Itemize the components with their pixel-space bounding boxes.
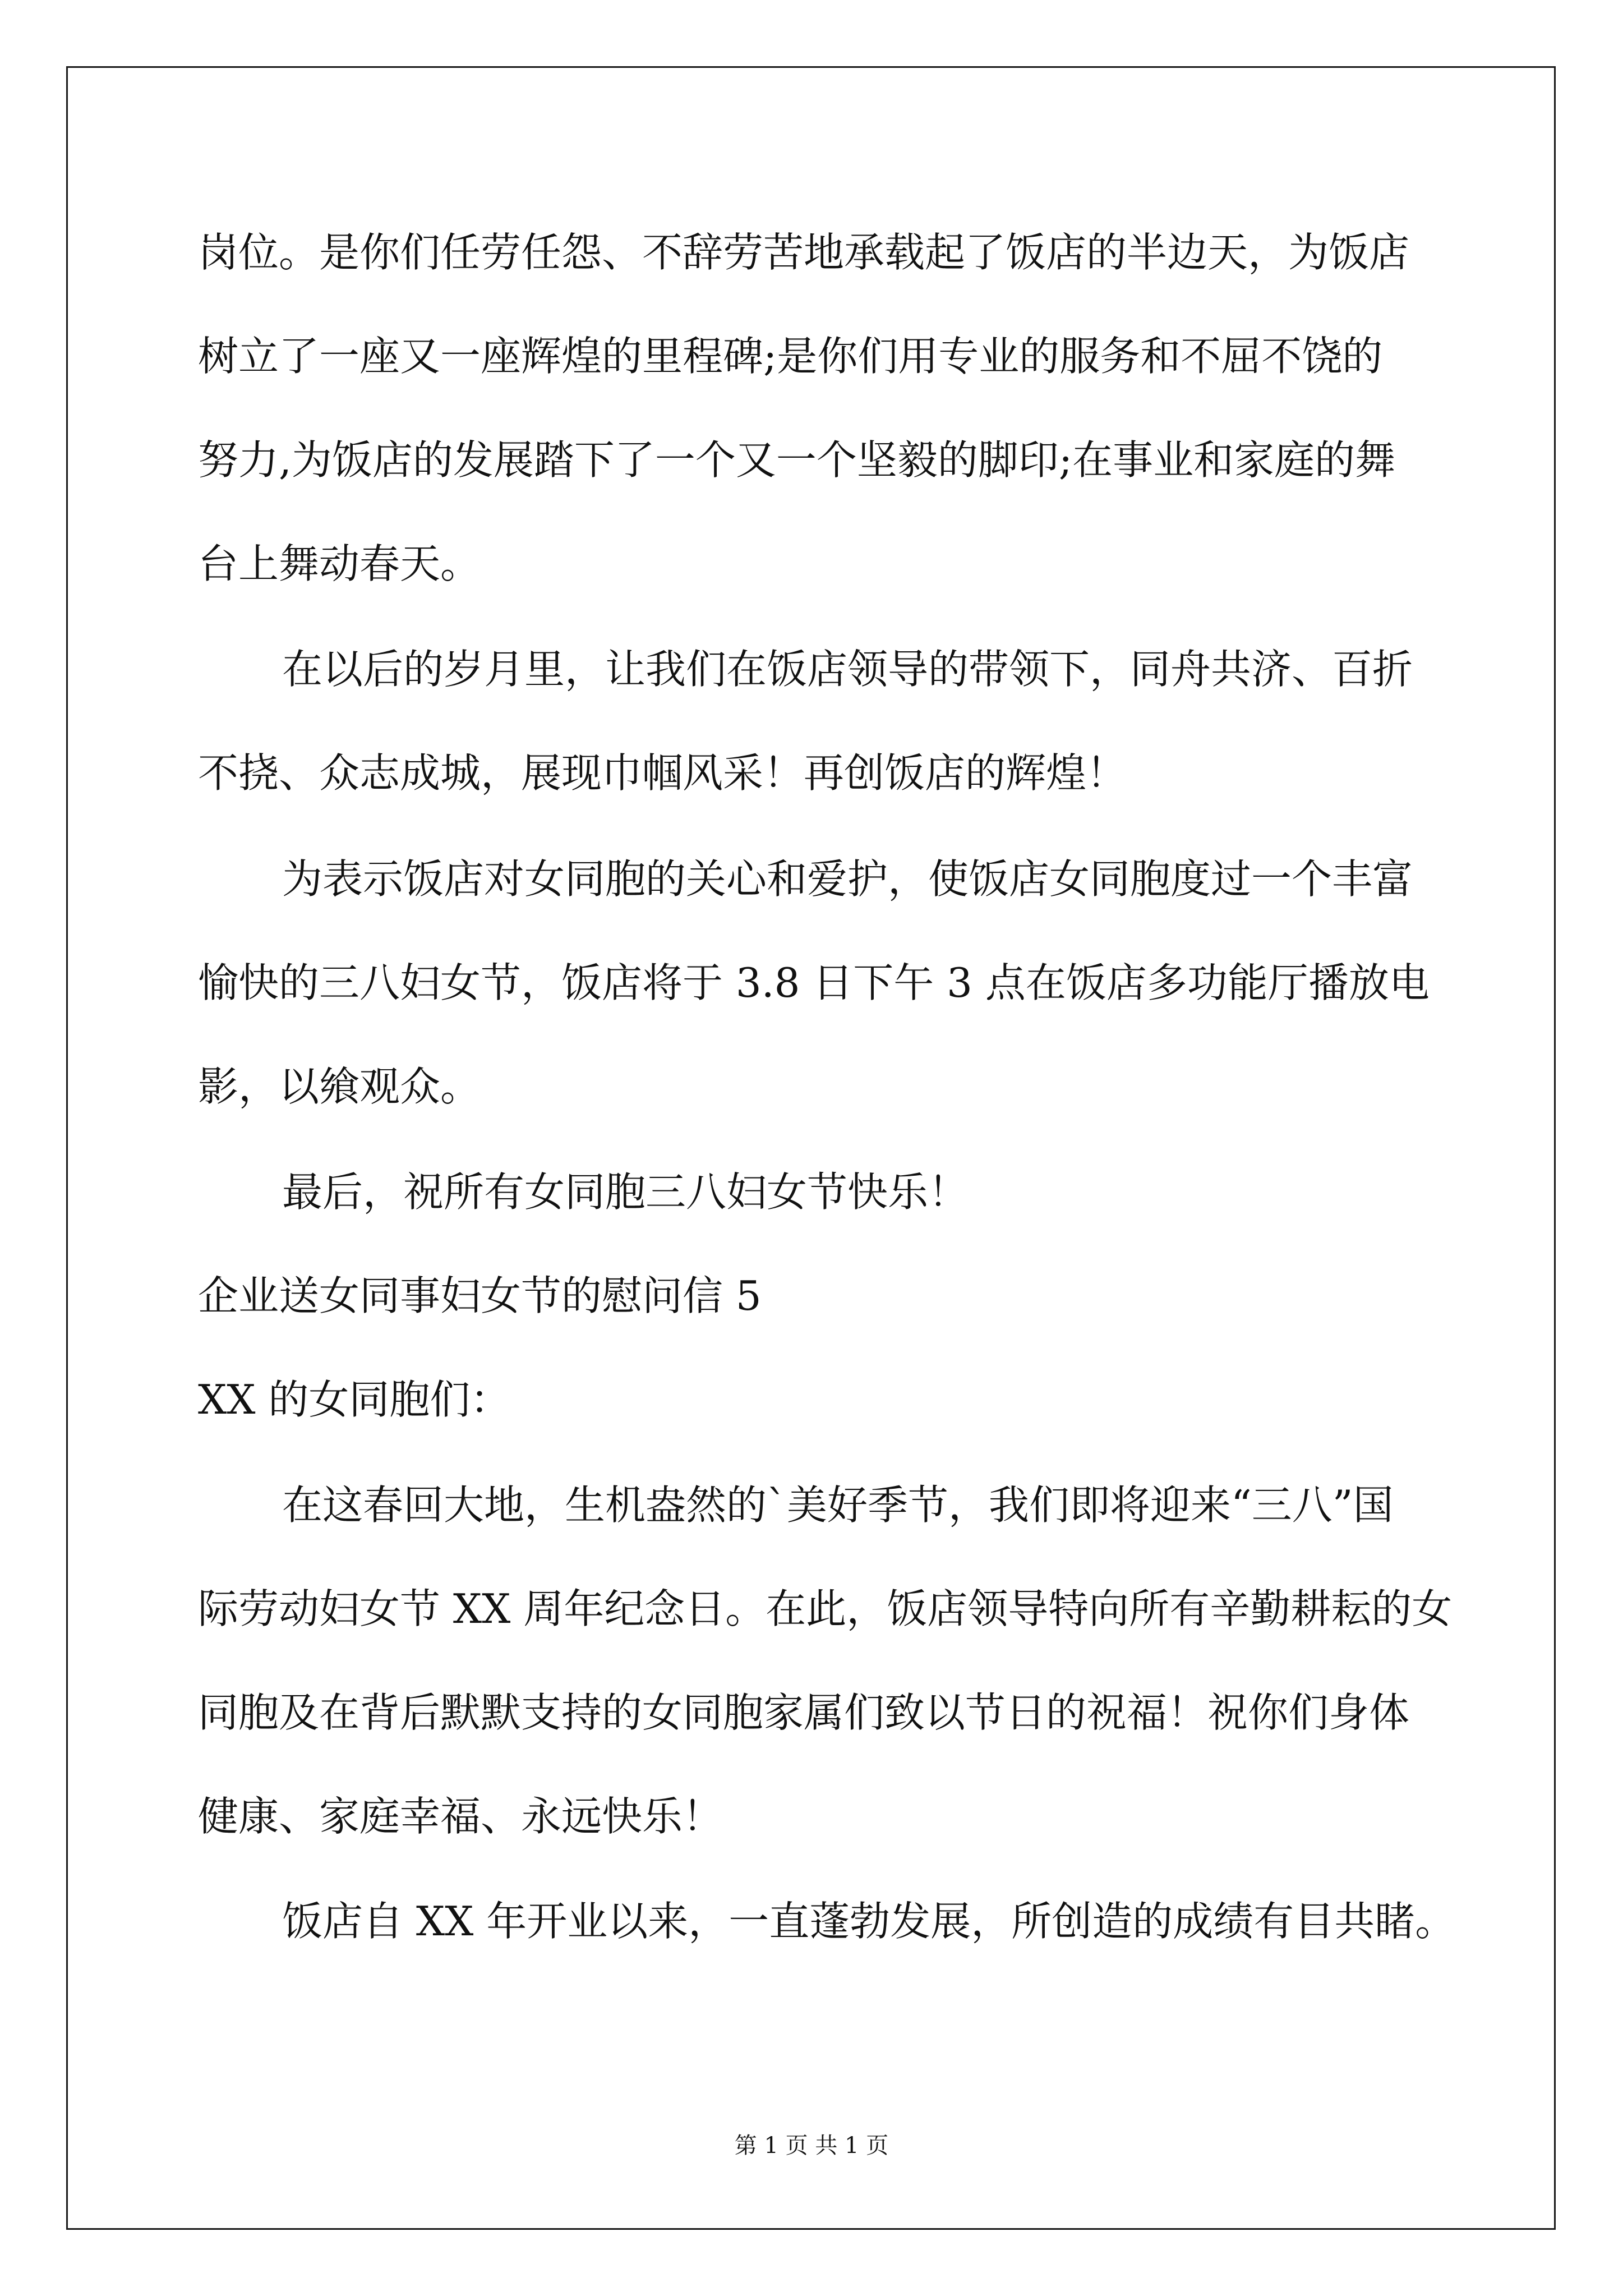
paragraph-start-line: 最后，祝所有女同胞三八妇女节快乐！	[282, 1168, 969, 1216]
text-line: 树立了一座又一座辉煌的里程碑;是你们用专业的服务和不屈不饶的	[198, 333, 1383, 380]
text-line: 愉快的三八妇女节，饭店将于 3.8 日下午 3 点在饭店多功能厅播放电	[198, 959, 1430, 1006]
paragraph-start-line: 在以后的岁月里，让我们在饭店领导的带领下，同舟共济、百折	[282, 646, 1413, 693]
text-line: 同胞及在背后默默支持的女同胞家属们致以节日的祝福！祝你们身体	[198, 1689, 1410, 1736]
text-line: 岗位。是你们任劳任怨、不辞劳苦地承载起了饭店的半边天，为饭店	[198, 229, 1410, 276]
text-line: 努力,为饭店的发展踏下了一个又一个坚毅的脚印;在事业和家庭的舞	[198, 436, 1396, 484]
text-line: 台上舞动春天。	[198, 540, 481, 587]
paragraph-start-line: 为表示饭店对女同胞的关心和爱护，使饭店女同胞度过一个丰富	[282, 855, 1413, 903]
text-line: 际劳动妇女节 XX 周年纪念日。在此，饭店领导特向所有辛勤耕耘的女	[198, 1585, 1453, 1632]
text-line: 不挠、众志成城，展现巾帼风采！再创饭店的辉煌！	[198, 749, 1127, 797]
paragraph-start-line: 在这春回大地，生机盎然的`美好季节，我们即将迎来“三八”国	[282, 1481, 1394, 1529]
paragraph-start-line: 饭店自 XX 年开业以来，一直蓬勃发展，所创造的成绩有目共睹。	[282, 1898, 1456, 1945]
text-line: 影，以飨观众。	[198, 1063, 481, 1110]
section-title: 企业送女同事妇女节的慰问信 5	[198, 1272, 762, 1319]
text-line: 健康、家庭幸福、永远快乐！	[198, 1793, 723, 1840]
page-footer: 第 1 页 共 1 页	[734, 2133, 889, 2159]
salutation: XX 的女同胞们：	[198, 1376, 511, 1423]
